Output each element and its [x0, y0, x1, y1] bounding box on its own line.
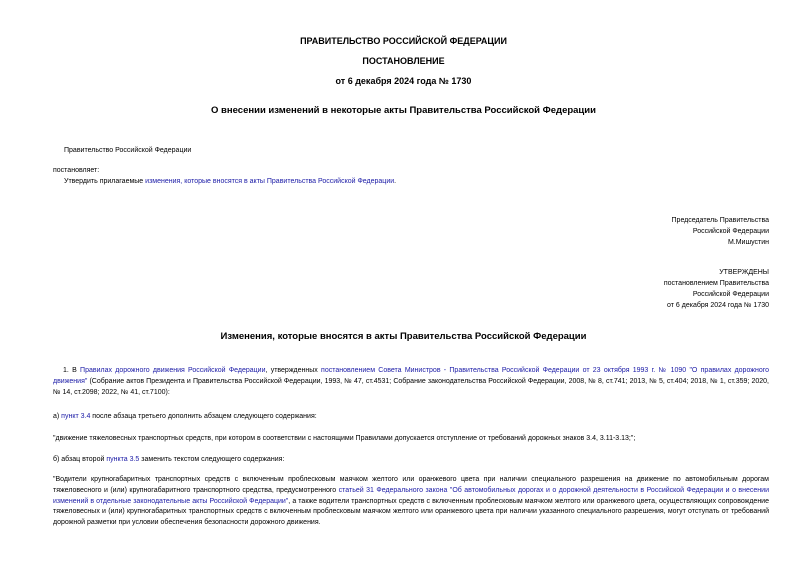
document-date-number: от 6 декабря 2024 года № 1730: [335, 76, 472, 86]
approval-line2: постановлением Правительства: [663, 280, 769, 287]
government-heading: ПРАВИТЕЛЬСТВО РОССИЙСКОЙ ФЕДЕРАЦИИ: [300, 36, 507, 46]
traffic-rules-link[interactable]: Правилах дорожного движения Российской Федерации: [80, 367, 266, 374]
decree-1090-link[interactable]: постановлением Совета Министров - Правительства Российской Федерации от 23 октября 1993 г. № 1090 "О правилах дорожного движения": [53, 367, 770, 385]
approval-line3: Российской Федерации: [692, 291, 769, 298]
subitem-a-prefix: а): [53, 413, 62, 420]
quote-2-paragraph: [53, 475, 769, 529]
approve-end: .: [394, 178, 397, 185]
quote-2-rest: , а также водители транспортных средств с включенным проблесковым маячком желтого или оранжевого цвета, осуществляющих сопровождение тяжеловесных и (или) крупногабаритных транспортных средств с включенным проблесковым маячком желтого или оранжевого цвета при наличии указанного специального разрешения, могут отступать от требований дорожной разметки при условии обеспечения безопасности дорожного движения.: [53, 497, 769, 527]
approve-paragraph: [64, 177, 396, 186]
clause-3-5-link[interactable]: пункта 3.5: [106, 456, 140, 463]
approval-line4: от 6 декабря 2024 года № 1730: [667, 302, 769, 309]
document-title: О внесении изменений в некоторые акты Правительства Российской Федерации: [211, 105, 596, 116]
government-line: Правительство Российской Федерации: [64, 147, 192, 154]
approve-text: Утвердить прилагаемые: [64, 178, 146, 185]
changes-title: Изменения, которые вносятся в акты Правительства Российской Федерации: [220, 331, 587, 342]
subitem-b: [53, 455, 284, 464]
signature-name: М.Мишустин: [727, 239, 769, 246]
decrees-word: постановляет:: [53, 167, 100, 174]
subitem-a: [53, 412, 317, 421]
subitem-b-rest: заменить текстом следующего содержания:: [139, 456, 285, 463]
item-1-paragraph: [53, 366, 769, 398]
subitem-b-prefix: б) абзац второй: [53, 456, 107, 463]
signature-position: Председатель Правительства: [671, 217, 769, 224]
approve-changes-link[interactable]: изменения, которые вносятся в акты Правительства Российской Федерации: [145, 178, 395, 185]
subitem-a-rest: после абзаца третьего дополнить абзацем следующего содержания:: [90, 413, 317, 420]
clause-3-4-link[interactable]: пункт 3.4: [61, 413, 91, 420]
item-1-mid: , утвержденных: [265, 367, 322, 374]
approval-heading: УТВЕРЖДЕНЫ: [719, 269, 769, 276]
law-article-31-link[interactable]: статьей 31 Федерального закона "Об автомобильных дорогах и о дорожной деятельности в Российской Федерации и о внесении изменений в отдельные законодательные акты Российской Федерации": [53, 486, 769, 505]
item-1-number: 1. В: [63, 367, 81, 374]
quote-1: "движение тяжеловесных транспортных средств, при котором в соответствии с настоящими Правилами допускается отступление от требований дорожных знаков 3.4, 3.11-3.13;";: [53, 435, 636, 442]
item-1-rest: (Собрание актов Президента и Правительства Российской Федерации, 1993, № 47, ст.4531; Собрание законодательства Российской Федерации, 2008, № 8, ст.741; 2013, № 5, ст.404; 2018, № 1, ст.359; 2020, № 14, ст.2098; 2022, № 41, ст.7100):: [53, 377, 769, 396]
quote-2-text: "Водители крупногабаритных транспортных средств с включенным проблесковым маячком желтого или оранжевого цвета при наличии специального разрешения на движение по автомобильным дорогам тяжеловесного и (или) крупногабаритного транспортного средства, предусмотренного: [53, 476, 769, 494]
document-type: ПОСТАНОВЛЕНИЕ: [362, 56, 445, 66]
signature-country: Российской Федерации: [692, 228, 769, 235]
